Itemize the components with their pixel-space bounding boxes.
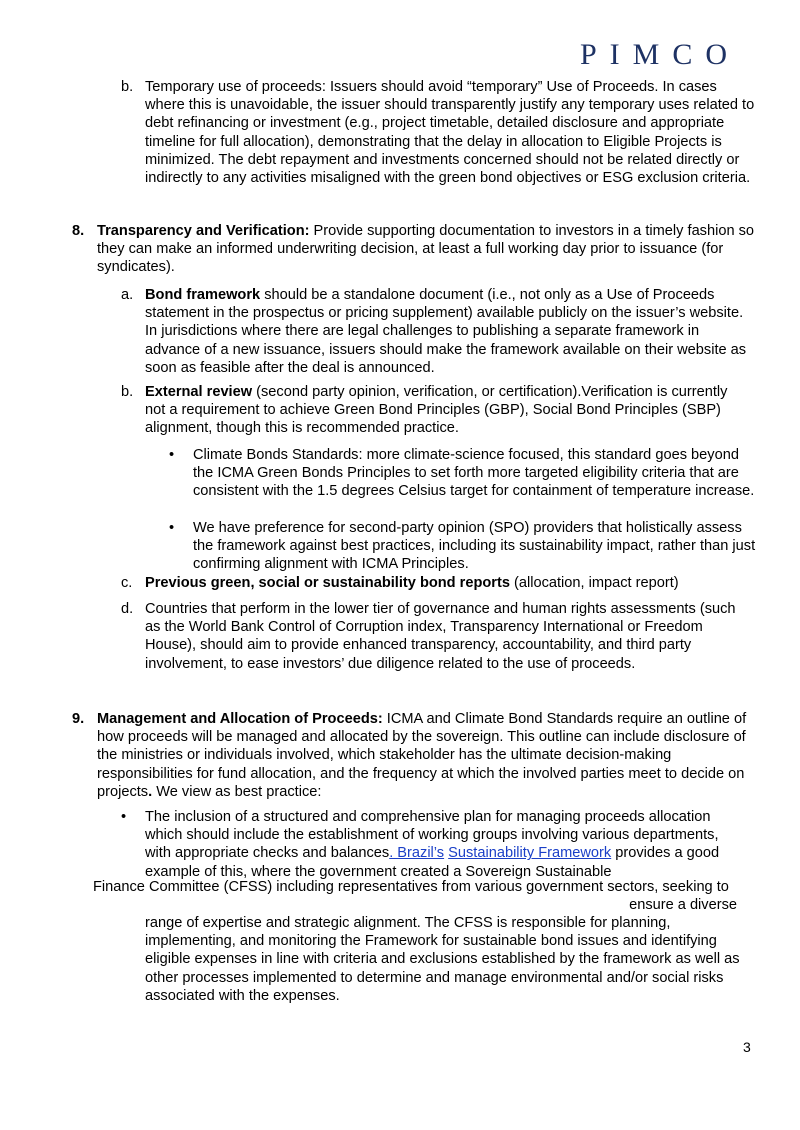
bullet-8b-1-marker: • bbox=[169, 447, 175, 463]
item-8c-bold: Previous green, social or sustainability bond reports bbox=[145, 575, 510, 591]
item-8c-text: (allocation, impact report) bbox=[509, 575, 679, 591]
bullet-9-overflow-line-1: Finance Committee (CFSS) including representatives from various government sectors, seeking to bbox=[93, 879, 729, 895]
item-7b-text: Temporary use of proceeds: Issuers should avoid “temporary” Use of Proceeds. In cases where this is unavoidable, the issuer should transparently justify any temporary uses related to debt refinancing or investment (e.g., project timetable, detailed disclosure and appropriate timeline for full allocation), demonstrating that the delay in allocation to Eligible Projects is minimized. The debt repayment and investments concerned should not be related directly or indirectly to any activities misaligned with the green bond objectives or ESG exclusion criteria. bbox=[145, 79, 755, 187]
brazil-link[interactable]: . Brazil’s bbox=[389, 845, 445, 862]
item-8a-label: a. bbox=[121, 287, 134, 303]
item-8c-label: c. bbox=[121, 575, 133, 591]
section-8-number: 8. bbox=[72, 223, 85, 239]
page-number: 3 bbox=[743, 1039, 751, 1055]
item-8a-bold: Bond framework bbox=[145, 287, 261, 303]
bullet-9-continuation: range of expertise and strategic alignment. The CFSS is responsible for planning, implementing, and monitoring the Framework for sustainable bond issues and identifying eligible expenses in line with criteria and exclusions established by the framework as well as other processes implemented to determine and manage environmental and/or social risks associated with the expenses. bbox=[145, 915, 740, 1004]
bullet-9-overflow-line-2: ensure a diverse bbox=[629, 897, 737, 913]
item-8b-text: (second party opinion, verification, or certification).Verification is currently not a requirement to achieve Green Bond Principles (GBP), Social Bond Principles (SBP) alignment, though this is recommended practice. bbox=[145, 384, 728, 437]
sustainability-framework-link[interactable]: Sustainability Framework bbox=[448, 845, 612, 862]
bullet-9-marker: • bbox=[121, 809, 127, 825]
bullet-8b-1-text: Climate Bonds Standards: more climate-science focused, this standard goes beyond the ICMA Green Bonds Principles to set forth more targeted eligibility criteria that are consistent with the 1.5 degrees Celsius target for containment of temperature increase. bbox=[193, 447, 755, 500]
section-9-text-1: ICMA and Climate Bond Standards require an outline of how proceeds will be managed and allocated by the sovereign. This outline can include disclosure of the ministries or individuals involved, which stakeholder has the ultimate decision-making responsibilities for fund allocation, and the frequency at which the involved parties meet to decide on projects bbox=[97, 711, 747, 800]
item-8a-paragraph bbox=[145, 286, 755, 377]
item-8b-label: b. bbox=[121, 384, 134, 400]
bullet-9-text-2: provides a good example of this, where the government created a Sovereign Sustainable bbox=[145, 845, 720, 880]
section-8-title: Transparency and Verification: bbox=[97, 223, 310, 239]
section-9-title: Management and Allocation of Proceeds: bbox=[97, 711, 383, 727]
section-9-period: . bbox=[148, 783, 153, 800]
bullet-8b-2-marker: • bbox=[169, 520, 175, 536]
item-8a-text: should be a standalone document (i.e., not only as a Use of Proceeds statement in the prospectus or pricing supplement) available publicly on the issuer’s website. In jurisdictions where there are legal challenges to publishing a separate framework in advance of a new issuance, issuers should make the framework available on their website as soon as feasible after the deal is announced. bbox=[145, 287, 747, 376]
item-7b-label: b. bbox=[121, 79, 134, 95]
item-8b-paragraph bbox=[145, 383, 745, 438]
bullet-9-text-1: The inclusion of a structured and comprehensive plan for managing proceeds allocation which should include the establishment of working groups involving various departments, with appropriate checks and balances bbox=[145, 809, 719, 862]
item-8c-paragraph bbox=[145, 574, 755, 592]
section-9-text-2: We view as best practice: bbox=[152, 783, 322, 800]
item-8d-text: Countries that perform in the lower tier of governance and human rights assessments (such as the World Bank Control of Corruption index, Transparency International or Freedom House), should aim to provide enhanced transparency, accountability, and third party involvement, to ease investors’ due diligence related to the use of proceeds. bbox=[145, 601, 736, 672]
section-9-paragraph bbox=[97, 710, 747, 801]
section-9-number: 9. bbox=[72, 711, 85, 727]
pimco-logo: PIMCO bbox=[580, 38, 741, 71]
bullet-9-paragraph bbox=[145, 808, 745, 881]
item-8b-bold: External review bbox=[145, 384, 253, 400]
bullet-8b-2-text: We have preference for second-party opinion (SPO) providers that holistically assess the framework against best practices, including its sustainability impact, rather than just confirming alignment with ICMA Principles. bbox=[193, 520, 756, 573]
section-8-paragraph bbox=[97, 222, 757, 277]
section-8-text: Provide supporting documentation to investors in a timely fashion so they can make an informed underwriting decision, at least a full working day prior to issuance (for syndicates). bbox=[97, 223, 755, 276]
item-8d-label: d. bbox=[121, 601, 134, 617]
